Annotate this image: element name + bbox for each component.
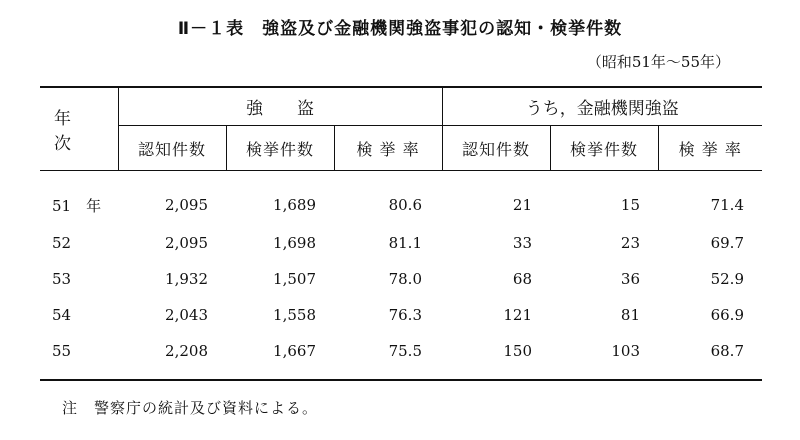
robbery-cleared-cell: 1,667 (273, 342, 316, 360)
table-title: Ⅱ－１表 強盗及び金融機関強盗事犯の認知・検挙件数 (177, 19, 623, 39)
bank-rate-cell: 71.4 (710, 196, 744, 214)
bank-rate-cell: 66.9 (710, 306, 744, 324)
robbery-rate-cell: 76.3 (388, 306, 422, 324)
table-row (40, 333, 762, 369)
robbery-cleared-cell: 1,698 (273, 234, 316, 252)
table-row (40, 261, 762, 297)
robbery-cleared-cell: 1,558 (273, 306, 316, 324)
bank-cleared-cell: 103 (611, 342, 640, 360)
bank-known-cell: 33 (512, 234, 532, 252)
year-cell: 53 (52, 270, 72, 288)
col-header-bank-cleared: 検挙件数 (550, 126, 658, 171)
robbery-rate-cell: 78.0 (388, 270, 422, 288)
bank-known-cell: 121 (503, 306, 532, 324)
bank-rate-cell: 69.7 (710, 234, 744, 252)
bank-cleared-cell: 15 (620, 196, 640, 214)
bank-known-cell: 68 (512, 270, 532, 288)
bank-cleared-cell: 36 (620, 270, 640, 288)
year-header: 年 次 (40, 87, 118, 171)
robbery-rate-cell: 81.1 (388, 234, 422, 252)
table-row (40, 225, 762, 261)
col-header-bank-rate: 検 挙 率 (658, 126, 762, 171)
source-note: 注 警察庁の統計及び資料による。 (62, 399, 319, 417)
robbery-known-cell: 2,043 (165, 306, 208, 324)
year-cell: 51 年 (52, 196, 102, 215)
robbery-known-cell: 1,932 (165, 270, 208, 288)
col-header-robbery-known: 認知件数 (118, 126, 226, 171)
robbery-rate-cell: 75.5 (388, 342, 422, 360)
robbery-known-cell: 2,095 (165, 234, 208, 252)
robbery-rate-cell: 80.6 (388, 196, 422, 214)
bank-cleared-cell: 81 (620, 306, 640, 324)
year-cell: 54 (52, 306, 72, 324)
bank-known-cell: 150 (503, 342, 532, 360)
bottom-rule (40, 369, 762, 380)
bank-rate-cell: 68.7 (710, 342, 744, 360)
robbery-cleared-cell: 1,689 (273, 196, 316, 214)
robbery-known-cell: 2,208 (165, 342, 208, 360)
table-row (40, 171, 762, 226)
bottom-rule-cell (40, 369, 762, 380)
robbery-cleared-cell: 1,507 (273, 270, 316, 288)
col-header-robbery-cleared: 検挙件数 (226, 126, 334, 171)
bank-rate-cell: 52.9 (710, 270, 744, 288)
period-label: （昭和51年～55年） (586, 53, 730, 71)
bank-robbery-group-header: うち，金融機関強盗 (442, 87, 762, 126)
statistics-table (40, 86, 762, 381)
col-header-robbery-rate: 検 挙 率 (334, 126, 442, 171)
robbery-group-label: 強 盗 (246, 99, 314, 119)
bank-cleared-cell: 23 (620, 234, 640, 252)
year-cell: 52 (52, 234, 72, 252)
robbery-known-cell: 2,095 (165, 196, 208, 214)
col-header-bank-known: 認知件数 (442, 126, 550, 171)
year-cell: 55 (52, 342, 72, 360)
bank-known-cell: 21 (512, 196, 532, 214)
header-row-columns (40, 126, 762, 171)
header-row-group (40, 87, 762, 126)
table-row (40, 297, 762, 333)
robbery-group-header (118, 87, 442, 126)
